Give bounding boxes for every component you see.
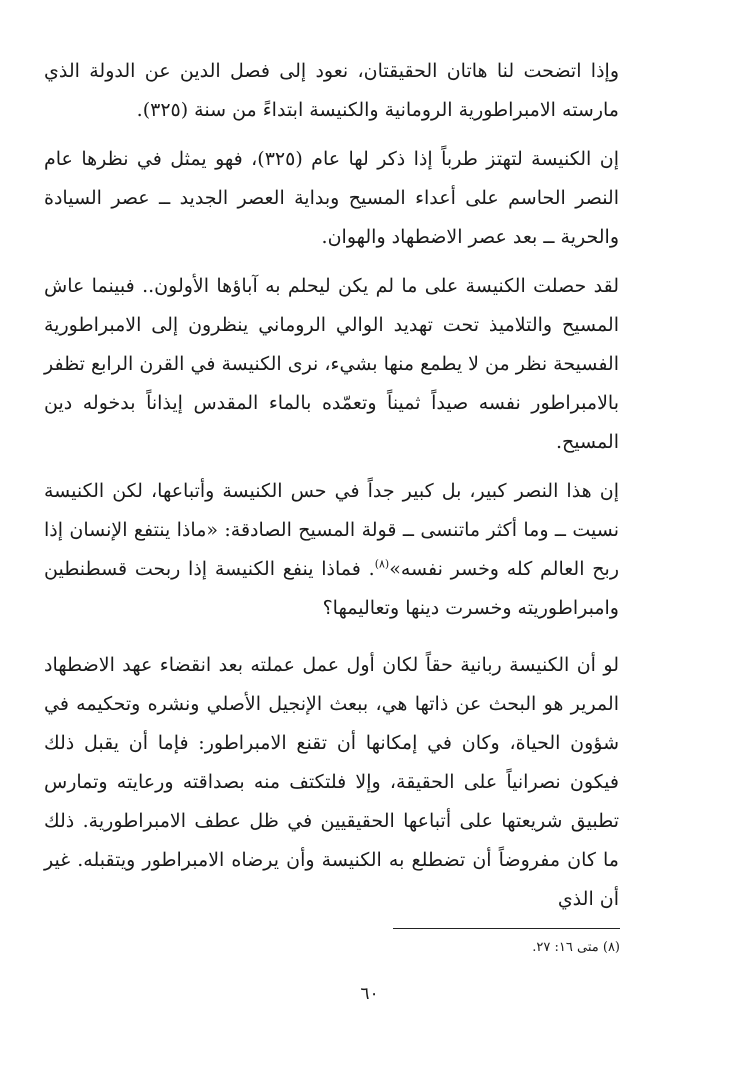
page-number: ٦٠	[360, 984, 379, 1004]
page-body	[44, 52, 619, 919]
paragraph-4-text: إن هذا النصر كبير، بل كبير جداً في حس الكنيسة وأتباعها، لكن الكنيسة نسيت ــ وما أكثر ماتنسى ــ قولة المسيح الصادقة: «ماذا ينتفع الإنسان إذا ربح العالم كله وخسر نفسه»	[44, 480, 619, 580]
paragraph-4	[44, 472, 619, 628]
footnote: (٨) متى ١٦: ٢٧.	[532, 940, 620, 955]
footnote-divider	[393, 928, 620, 929]
footnote-reference: (٨)	[374, 557, 390, 571]
paragraph-1: وإذا اتضحت لنا هاتان الحقيقتان، نعود إلى فصل الدين عن الدولة الذي مارسته الامبراطورية الرومانية والكنيسة ابتداءً من سنة (٣٢٥).	[44, 60, 619, 121]
paragraph-3: لقد حصلت الكنيسة على ما لم يكن ليحلم به آباؤها الأولون.. فبينما عاش المسيح والتلاميذ تحت تهديد الوالي الروماني ينظرون إلى الامبراطورية الفسيحة نظر من لا يطمع منها بشيء، نرى الكنيسة في القرن الرابع تظفر بالامبراطور نفسه صيداً ثميناً وتعمّده بالماء المقدس إيذاناً بدخوله دين المسيح.	[44, 275, 619, 453]
paragraph-2: إن الكنيسة لتهتز طرباً إذا ذكر لها عام (٣٢٥)، فهو يمثل في نظرها عام النصر الحاسم على أعداء المسيح وبداية العصر الجديد ــ عصر السيادة والحرية ــ بعد عصر الاضطهاد والهوان.	[44, 148, 619, 248]
paragraph-4-text-end: . فماذا ينفع الكنيسة إذا ربحت قسطنطين وامبراطوريته وخسرت دينها وتعاليمها؟	[44, 558, 619, 619]
paragraph-5: لو أن الكنيسة ربانية حقاً لكان أول عمل عملته بعد انقضاء عهد الاضطهاد المرير هو البحث عن ذاتها هي، ببعث الإنجيل الأصلي ونشره وتحكيمه في شؤون الحياة، وكان في إمكانها أن تقنع الامبراطور: فإما أن يقبل ذلك فيكون نصرانياً على الحقيقة، وإلا فلتكتف منه بصداقته ورعايته وتمارس تطبيق شريعتها على أتباعها الحقيقيين في ظل عطف الامبراطورية. ذلك ما كان مفروضاً أن تضطلع به الكنيسة وأن يرضاه الامبراطور ويتقبله. غير أن الذي	[44, 654, 619, 910]
